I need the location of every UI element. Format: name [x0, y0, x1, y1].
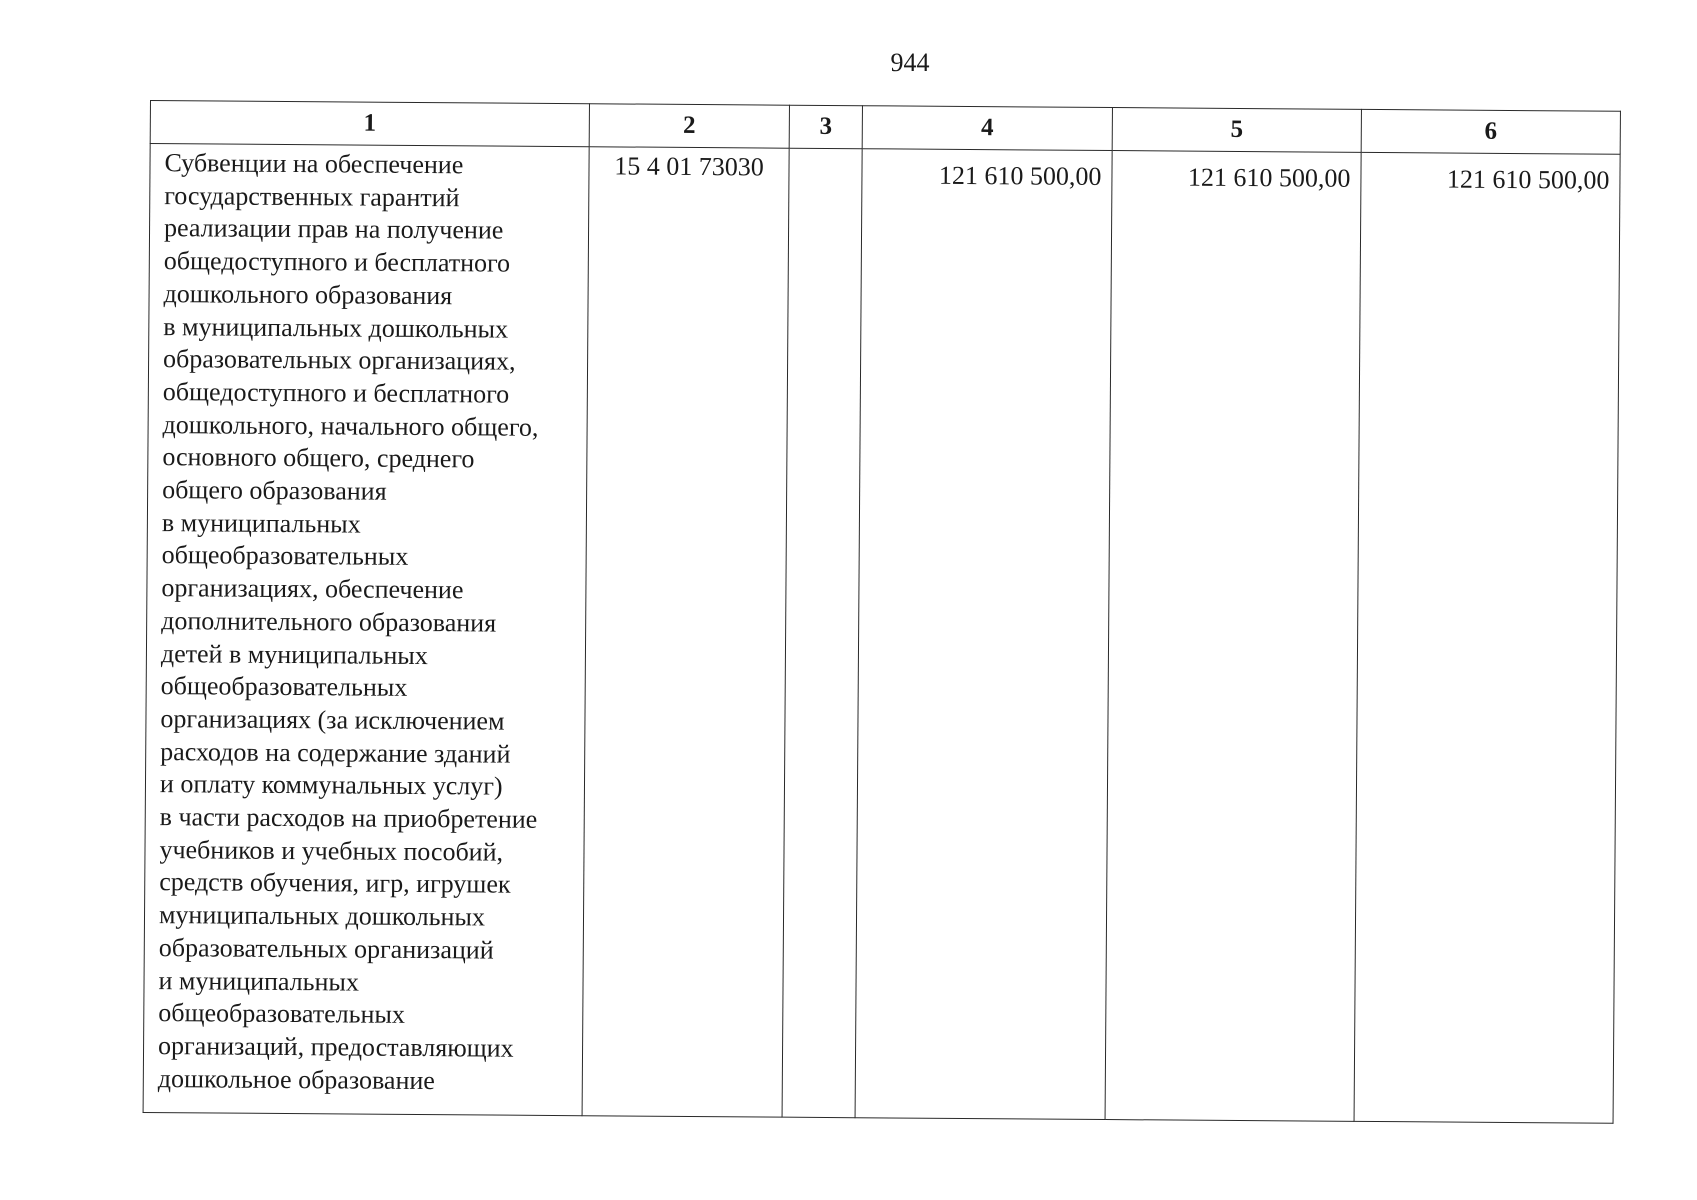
expense-type-cell: [782, 148, 862, 1118]
classification-code-cell: 15 4 01 73030: [582, 147, 789, 1117]
column-header-5: 5: [1112, 108, 1361, 153]
column-header-2: 2: [589, 104, 789, 148]
column-header-3: 3: [789, 105, 862, 149]
column-header-4: 4: [862, 106, 1112, 151]
expense-name-cell: Субвенции на обеспечение государственных гарантий реализации прав на получение общедоступного и бесплатного дошкольного образования в муниципальных дошкольных образовательных организациях, общедоступного и бесплатного дошкольного, начального общего, основного общего, среднего общего образования в муниципальных общеобразовательных организациях, обеспечение дополнительного образования детей в муниципальных общеобразовательных организациях (за исключением расходов на содержание зданий и оплату коммунальных услуг) в части расходов на приобретение учебников и учебных пособий, средств обучения, игр, игрушек муниципальных дошкольных образовательных организаций и муниципальных общеобразовательных организаций, предоставляющих дошкольное образование: [143, 144, 589, 1116]
column-header-1: 1: [150, 101, 589, 147]
table-row: [143, 144, 1620, 1124]
page-number: 944: [890, 48, 930, 77]
column-header-6: 6: [1361, 109, 1620, 154]
amount-cell-1: 121 610 500,00: [855, 149, 1112, 1120]
amount-cell-3: 121 610 500,00: [1354, 152, 1620, 1123]
budget-table: [143, 100, 1621, 1124]
amount-cell-2: 121 610 500,00: [1105, 151, 1361, 1122]
